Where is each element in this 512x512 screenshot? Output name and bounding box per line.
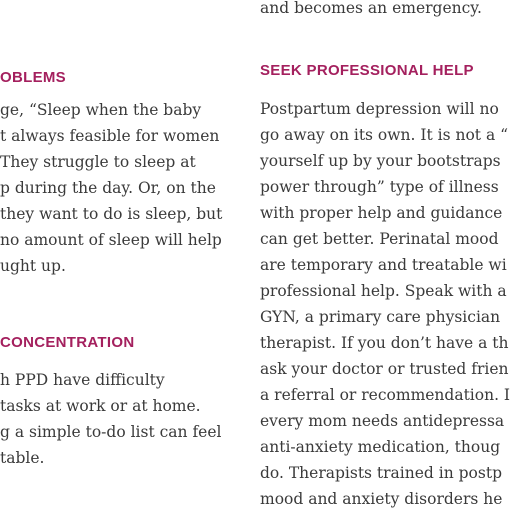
text-line: are temporary and treatable wi: [260, 256, 507, 274]
text-line: GYN, a primary care physician: [260, 308, 501, 326]
text-line: ught up.: [0, 257, 66, 275]
text-line: Postpartum depression will no: [260, 100, 499, 118]
text-line: tasks at work or at home.: [0, 397, 201, 415]
text-line: do. Therapists trained in postp: [260, 464, 502, 482]
text-line: t always feasible for women: [0, 127, 220, 145]
text-line: g a simple to-do list can feel: [0, 423, 222, 441]
text-line: can get better. Perinatal mood: [260, 230, 499, 248]
text-line: every mom needs antidepressa: [260, 412, 505, 430]
problems-paragraph: [0, 97, 222, 279]
text-line: no amount of sleep will help: [0, 231, 222, 249]
previous-paragraph-end: and becomes an emergency.: [260, 0, 482, 17]
section-heading-seek-help: SEEK PROFESSIONAL HELP: [260, 62, 474, 79]
section-heading-problems: OBLEMS: [0, 69, 66, 86]
text-line: anti-anxiety medication, thoug: [260, 438, 501, 456]
text-line: they want to do is sleep, but: [0, 205, 223, 223]
text-line: h PPD have difficulty: [0, 371, 165, 389]
text-line: a referral or recommendation. I: [260, 386, 511, 404]
text-line: ge, “Sleep when the baby: [0, 101, 202, 119]
text-line: ask your doctor or trusted frien: [260, 360, 509, 378]
text-line: professional help. Speak with a: [260, 282, 507, 300]
text-line: table.: [0, 449, 45, 467]
text-line: They struggle to sleep at: [0, 153, 196, 171]
text-line: p during the day. Or, on the: [0, 179, 216, 197]
seek-help-paragraph: [260, 96, 510, 512]
text-line: go away on its own. It is not a “: [260, 126, 509, 144]
text-line: power through” type of illness: [260, 178, 499, 196]
text-line: yourself up by your bootstraps: [260, 152, 501, 170]
section-heading-concentration: CONCENTRATION: [0, 334, 135, 351]
text-line: therapist. If you don’t have a th: [260, 334, 509, 352]
text-line: mood and anxiety disorders he: [260, 490, 503, 508]
text-line: with proper help and guidance: [260, 204, 503, 222]
concentration-paragraph: [0, 367, 221, 471]
